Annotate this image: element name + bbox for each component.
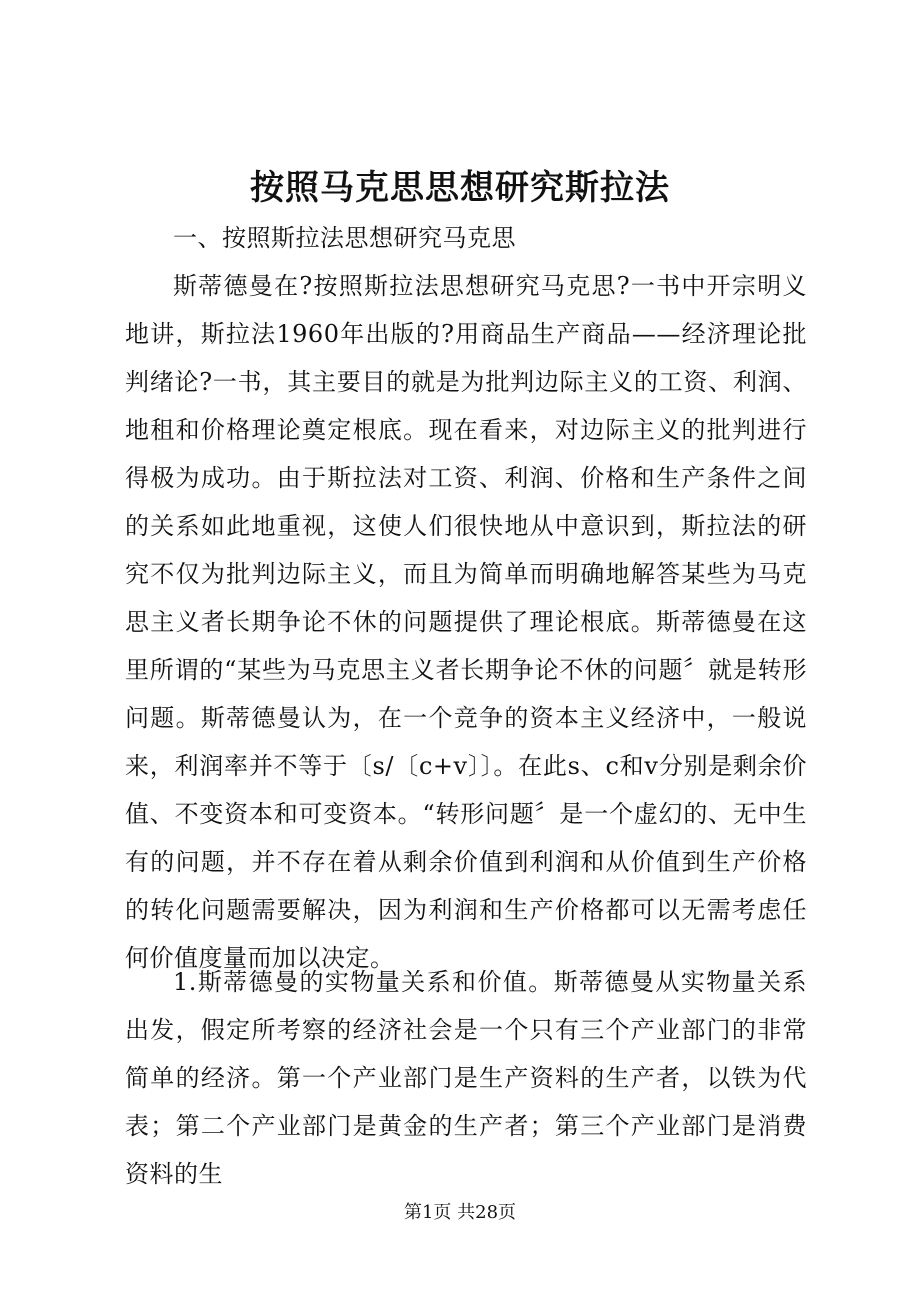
section-heading: 一、按照斯拉法思想研究马克思: [173, 224, 516, 252]
document-title: 按照马克思思想研究斯拉法: [250, 168, 670, 208]
paragraph-1: 斯蒂德曼在?按照斯拉法思想研究马克思?一书中开宗明义地讲，斯拉法1960年出版的?用商品生产商品——经济理论批判绪论?一书，其主要目的就是为批判边际主义的工资、利润、地租和价格理论奠定根底。现在看来，对边际主义的批判进行得极为成功。由于斯拉法对工资、利润、价格和生产条件之间的关系如此地重视，这使人们很快地从中意识到，斯拉法的研究不仅为批判边际主义，而且为简单而明确地解答某些为马克思主义者长期争论不休的问题提供了理论根底。斯蒂德曼在这里所谓的“某些为马克思主义者长期争论不休的问题〞就是转形问题。斯蒂德曼认为，在一个竞争的资本主义经济中，一般说来，利润率并不等于〔s/〔c+v〕〕。在此s、c和v分别是剩余价值、不变资本和可变资本。“转形问题〞是一个虚幻的、无中生有的问题，并不存在着从剩余价值到利润和从价值到生产价格的转化问题需要解决，因为利润和生产价格都可以无需考虑任何价值度量而加以决定。: [125, 272, 807, 972]
page-footer: 第1页 共28页: [403, 1202, 517, 1223]
paragraph-2: 1.斯蒂德曼的实物量关系和价值。斯蒂德曼从实物量关系出发，假定所考察的经济社会是一个只有三个产业部门的非常简单的经济。第一个产业部门是生产资料的生产者，以铁为代表；第二个产业部门是黄金的生产者；第三个产业部门是消费资料的生: [125, 968, 807, 1188]
